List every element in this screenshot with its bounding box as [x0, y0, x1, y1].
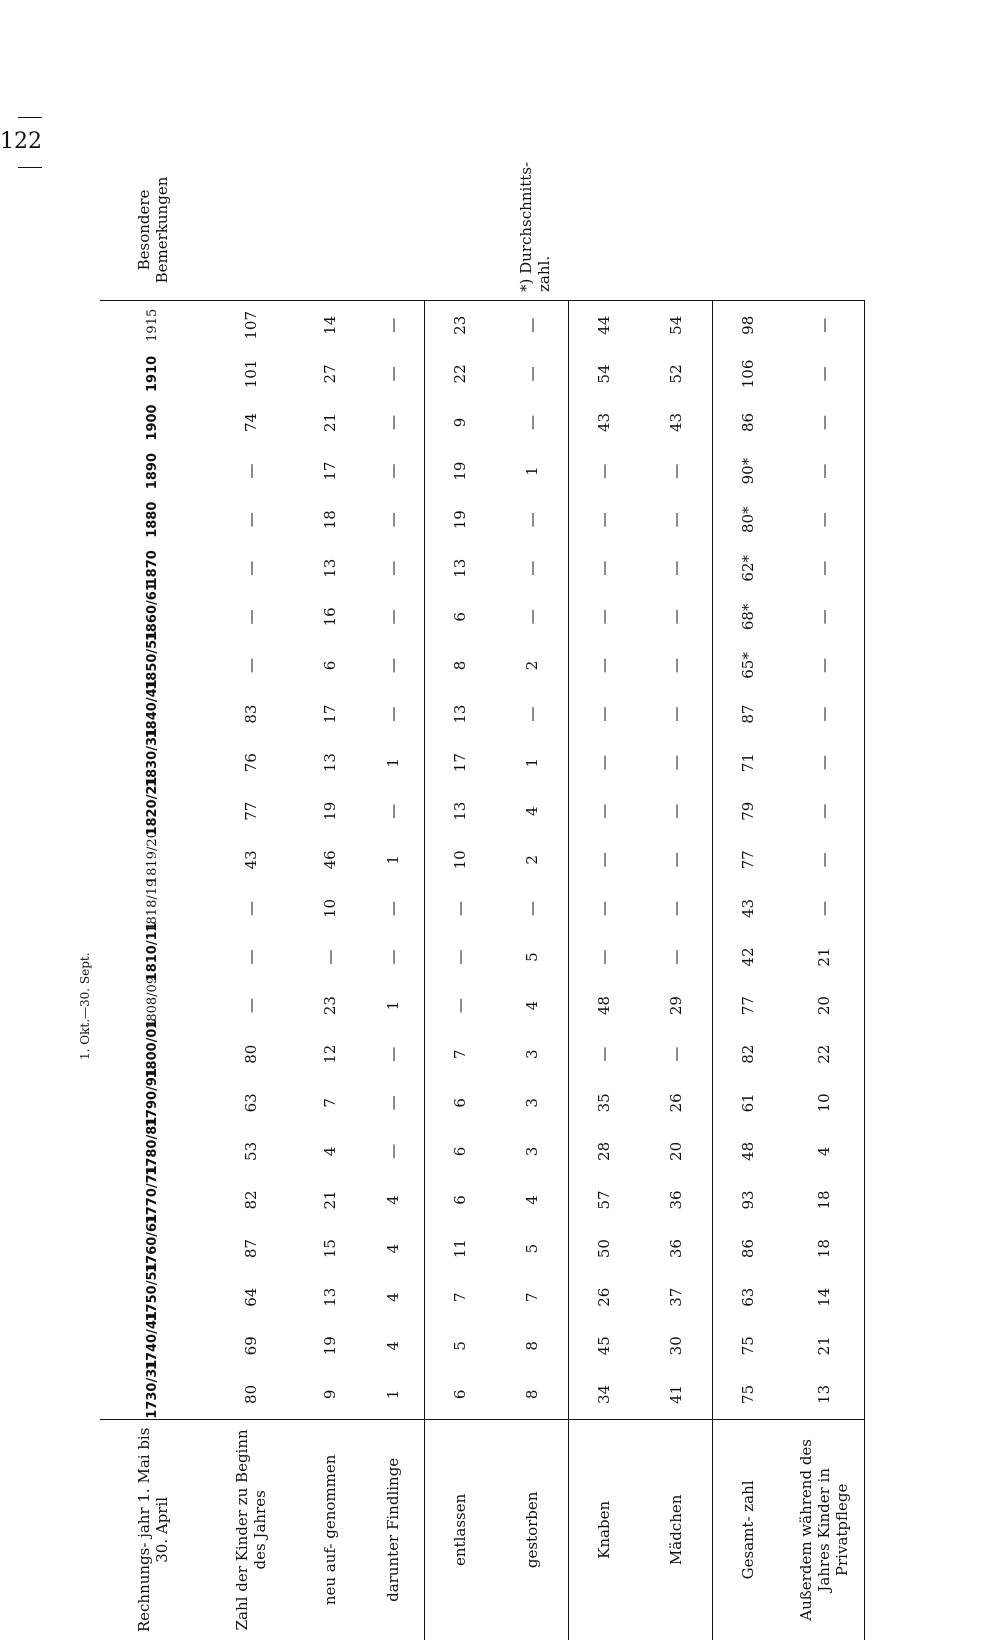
cell-priv-6: 10 [784, 1079, 864, 1128]
cell-findl-15: — [362, 641, 424, 690]
cell-ges-22: 98 [739, 315, 758, 335]
dash-right [18, 167, 42, 168]
cell-md-9: — [640, 933, 712, 982]
cell-neu-1: 19 [320, 1336, 339, 1356]
cell-entl-3: 11 [451, 1239, 470, 1259]
cell-start-10: — [242, 900, 260, 916]
cell-start-6: 63 [242, 1093, 260, 1113]
cell-entl-8: — [451, 998, 470, 1014]
cell-findl-0: 1 [362, 1370, 424, 1419]
cell-start-14: 83 [242, 704, 260, 724]
cell-findl-16: — [362, 593, 424, 642]
field-row-md [640, 160, 712, 1640]
cell-year-20: 1900 [145, 404, 160, 441]
cell-ges-6: 61 [739, 1093, 758, 1113]
cell-findl-9: — [362, 933, 424, 982]
cell-entl-19: 19 [451, 461, 470, 481]
cell-gest-5: 3 [496, 1127, 568, 1176]
cell-year-13: 1830/31 [145, 727, 160, 787]
cell-kn-21: 54 [595, 364, 614, 384]
cell-ges-5: 48 [739, 1141, 758, 1161]
cell-md-11: — [640, 836, 712, 885]
cell-ges-2: 63 [739, 1287, 758, 1307]
cell-findl-5: — [362, 1127, 424, 1176]
cell-ges-3: 86 [739, 1239, 758, 1259]
cell-priv-22: — [784, 300, 864, 349]
cell-findl-20: — [362, 398, 424, 447]
cell-year-6: 1790/91 [145, 1068, 160, 1128]
field-row-findl [362, 160, 424, 1640]
cell-ges-13: 71 [739, 753, 758, 773]
cell-ges-4: 93 [739, 1190, 758, 1210]
cell-neu-3: 15 [320, 1239, 339, 1259]
cell-year-17: 1870 [145, 550, 160, 587]
cell-priv-0: 13 [784, 1370, 864, 1419]
cell-kn-7: — [595, 1046, 614, 1062]
cell-md-1: 30 [640, 1321, 712, 1370]
cell-gest-10: — [496, 884, 568, 933]
cell-priv-12: — [784, 787, 864, 836]
dash-left [18, 117, 42, 118]
cell-neu-22: 14 [320, 315, 339, 335]
cell-gest-15: 2 [496, 641, 568, 690]
cell-kn-19: — [595, 463, 614, 479]
cell-md-5: 20 [640, 1127, 712, 1176]
cell-entl-18: 19 [451, 510, 470, 530]
cell-entl-7: 7 [451, 1049, 470, 1059]
cell-ges-12: 79 [739, 801, 758, 821]
cell-kn-16: — [595, 609, 614, 625]
cell-neu-17: 13 [320, 558, 339, 578]
cell-ges-9: 42 [739, 947, 758, 967]
cell-start-18: — [242, 512, 260, 528]
cell-md-20: 43 [640, 398, 712, 447]
cell-gest-18: — [496, 495, 568, 544]
cell-neu-7: 12 [320, 1044, 339, 1064]
cell-start-5: 53 [242, 1141, 260, 1161]
cell-entl-15: 8 [451, 660, 470, 671]
cell-year-11: 1819/20 [145, 830, 160, 885]
cell-ges-16: 68* [739, 603, 758, 631]
cell-gest-1: 8 [496, 1321, 568, 1370]
cell-gest-7: 3 [496, 1030, 568, 1079]
cell-ges-14: 87 [739, 704, 758, 724]
cell-start-15: — [242, 657, 260, 673]
field-row-priv [784, 160, 864, 1640]
cell-neu-10: 10 [320, 898, 339, 918]
cell-entl-9: — [451, 949, 470, 965]
cell-year-10: 1818/19 [145, 878, 160, 933]
cell-gest-0: 8 [496, 1370, 568, 1419]
cell-gest-3: 5 [496, 1224, 568, 1273]
cell-year-4: 1770/71 [145, 1165, 160, 1225]
cell-start-8: — [242, 998, 260, 1014]
cell-start-20: 74 [242, 412, 260, 433]
cell-kn-12: — [595, 803, 614, 819]
cell-priv-2: 14 [784, 1273, 864, 1322]
cell-neu-9: — [320, 949, 339, 965]
cell-entl-20: 9 [451, 417, 470, 428]
cell-gest-11: 2 [496, 836, 568, 885]
cell-neu-6: 7 [320, 1098, 339, 1108]
cell-year-14: 1840/41 [145, 679, 160, 739]
cell-findl-11: 1 [362, 836, 424, 885]
cell-neu-14: 17 [320, 704, 339, 724]
cell-kn-15: — [595, 657, 614, 673]
cell-md-19: — [640, 447, 712, 496]
cell-year-18: 1880 [145, 501, 160, 538]
cell-entl-17: 13 [451, 558, 470, 578]
cell-year-22: 1915 [145, 308, 160, 342]
cell-ges-15: 65* [739, 652, 758, 679]
field-row-gest [496, 160, 568, 1640]
cell-start-12: 77 [242, 801, 260, 821]
cell-start-21: 101 [242, 359, 260, 389]
cell-md-17: — [640, 544, 712, 593]
cell-kn-8: 48 [595, 996, 614, 1016]
cell-priv-1: 21 [784, 1321, 864, 1370]
cell-ges-7: 82 [739, 1044, 758, 1064]
cell-priv-17: — [784, 544, 864, 593]
field-row-neu [297, 160, 362, 1640]
header-start: Zahl der Kinder zu Beginn des Jahres [205, 1419, 297, 1640]
cell-gest-22: — [496, 300, 568, 349]
header-priv: Außerdem während des Jahres Kinder in Privatpflege [784, 1419, 864, 1640]
cell-start-19: — [242, 463, 260, 479]
cell-gest-19: 1 [496, 447, 568, 496]
cell-entl-4: 6 [451, 1195, 470, 1205]
cell-kn-6: 35 [595, 1093, 614, 1113]
cell-md-15: — [640, 641, 712, 690]
cell-findl-3: 4 [362, 1224, 424, 1273]
cell-entl-6: 6 [451, 1098, 470, 1108]
cell-priv-15: — [784, 641, 864, 690]
cell-md-6: 26 [640, 1079, 712, 1128]
cell-md-7: — [640, 1030, 712, 1079]
cell-kn-22: 44 [595, 315, 614, 335]
cell-gest-9: 5 [496, 933, 568, 982]
cell-priv-20: — [784, 398, 864, 447]
cell-md-13: — [640, 738, 712, 787]
cell-neu-18: 18 [320, 510, 339, 530]
cell-kn-20: 43 [595, 412, 614, 433]
cell-entl-1: 5 [451, 1341, 470, 1351]
cell-ges-18: 80* [739, 506, 758, 533]
field-row-start [205, 160, 297, 1640]
cell-ges-10: 43 [739, 898, 758, 918]
cell-start-22: 107 [242, 310, 260, 340]
cell-priv-3: 18 [784, 1224, 864, 1273]
cell-start-1: 69 [242, 1336, 260, 1356]
cell-findl-21: — [362, 350, 424, 399]
cell-year-0: 1730/31 [145, 1359, 160, 1419]
cell-year-5: 1780/81 [145, 1116, 160, 1176]
cell-priv-4: 18 [784, 1176, 864, 1225]
cell-findl-12: — [362, 787, 424, 836]
cell-neu-8: 23 [320, 996, 339, 1016]
cell-kn-18: — [595, 512, 614, 528]
cell-neu-16: 16 [320, 607, 339, 627]
cell-start-13: 76 [242, 753, 260, 773]
cell-gest-20: — [496, 398, 568, 447]
cell-start-7: 80 [242, 1044, 260, 1064]
cell-md-18: — [640, 495, 712, 544]
cell-md-14: — [640, 690, 712, 739]
cell-neu-13: 13 [320, 753, 339, 773]
cell-md-2: 37 [640, 1273, 712, 1322]
cell-neu-12: 19 [320, 801, 339, 821]
cell-gest-16: — [496, 593, 568, 642]
cell-md-0: 41 [640, 1370, 712, 1419]
cell-year-15: 1850/51 [145, 630, 160, 690]
cell-year-21: 1910 [145, 355, 160, 392]
cell-md-21: 52 [640, 350, 712, 399]
remarks-header: Besondere Bemerkungen [100, 160, 205, 300]
cell-entl-10: — [451, 900, 470, 916]
cell-priv-5: 4 [784, 1127, 864, 1176]
cell-ges-1: 75 [739, 1336, 758, 1356]
field-row-kn [568, 160, 640, 1640]
cell-findl-22: — [362, 300, 424, 349]
cell-year-19: 1890 [145, 453, 160, 490]
cell-ges-17: 62* [739, 554, 758, 582]
cell-neu-11: 46 [320, 850, 339, 870]
cell-year-1: 1740/41 [145, 1311, 160, 1371]
cell-entl-22: 23 [451, 315, 470, 335]
header-findl: darunter Findlinge [362, 1419, 424, 1640]
page-number-text: 122 [0, 129, 42, 154]
cell-kn-5: 28 [595, 1141, 614, 1161]
header-year: Rechnungs- jahr 1. Mai bis 30. April [100, 1419, 205, 1640]
cell-priv-18: — [784, 495, 864, 544]
cell-kn-3: 50 [595, 1239, 614, 1259]
cell-findl-7: — [362, 1030, 424, 1079]
cell-start-16: — [242, 609, 260, 625]
cell-gest-21: — [496, 350, 568, 399]
cell-start-2: 64 [242, 1287, 260, 1307]
cell-gest-4: 4 [496, 1176, 568, 1225]
field-row-entl [424, 160, 496, 1640]
cell-neu-19: 17 [320, 461, 339, 481]
cell-findl-8: 1 [362, 981, 424, 1030]
header-kn: Knaben [568, 1419, 640, 1640]
cell-findl-6: — [362, 1079, 424, 1128]
cell-entl-0: 6 [451, 1389, 470, 1400]
cell-kn-0: 34 [595, 1384, 614, 1404]
cell-gest-12: 4 [496, 787, 568, 836]
cell-entl-16: 6 [451, 612, 470, 622]
cell-entl-12: 13 [451, 801, 470, 821]
cell-findl-4: 4 [362, 1176, 424, 1225]
cell-priv-14: — [784, 690, 864, 739]
cell-neu-4: 21 [320, 1190, 339, 1210]
cell-findl-13: 1 [362, 738, 424, 787]
field-row-year [100, 160, 205, 1640]
cell-findl-2: 4 [362, 1273, 424, 1322]
cell-priv-16: — [784, 593, 864, 642]
cell-priv-11: — [784, 836, 864, 885]
cell-findl-1: 4 [362, 1321, 424, 1370]
cell-kn-11: — [595, 852, 614, 868]
cell-findl-14: — [362, 690, 424, 739]
cell-kn-14: — [595, 706, 614, 722]
header-entl: entlassen [424, 1419, 496, 1640]
cell-neu-15: 6 [320, 660, 339, 671]
cell-findl-17: — [362, 544, 424, 593]
cell-start-0: 80 [242, 1384, 260, 1404]
cell-kn-17: — [595, 560, 614, 576]
header-neu: neu auf- genommen [297, 1419, 362, 1640]
cell-neu-20: 21 [320, 412, 339, 433]
cell-entl-2: 7 [451, 1292, 470, 1302]
cell-priv-8: 20 [784, 981, 864, 1030]
cell-gest-14: — [496, 690, 568, 739]
cell-year-3: 1760/61 [145, 1213, 160, 1273]
cell-neu-5: 4 [320, 1146, 339, 1157]
cell-ges-11: 77 [739, 850, 758, 870]
cell-gest-17: — [496, 544, 568, 593]
orphanage-statistics-table [100, 160, 865, 1640]
cell-md-12: — [640, 787, 712, 836]
cell-year-16: 1860/61 [145, 582, 160, 642]
cell-year-2: 1750/51 [145, 1262, 160, 1322]
cell-md-8: 29 [640, 981, 712, 1030]
cell-year-8: 1808/09 [145, 975, 160, 1030]
cell-priv-19: — [784, 447, 864, 496]
cell-priv-9: 21 [784, 933, 864, 982]
cell-neu-0: 9 [320, 1389, 339, 1400]
cell-priv-7: 22 [784, 1030, 864, 1079]
cell-gest-8: 4 [496, 981, 568, 1030]
cell-neu-2: 13 [320, 1287, 339, 1307]
cell-entl-14: 13 [451, 704, 470, 724]
cell-kn-2: 26 [595, 1287, 614, 1307]
cell-kn-9: — [595, 949, 614, 965]
cell-md-3: 36 [640, 1224, 712, 1273]
cell-entl-11: 10 [451, 850, 470, 870]
cell-ges-0: 75 [739, 1384, 758, 1404]
remarks-note: *) Durchschnitts-zahl. [205, 160, 864, 300]
cell-md-22: 54 [640, 300, 712, 349]
cell-entl-21: 22 [451, 364, 470, 384]
cell-ges-8: 77 [739, 996, 758, 1016]
cell-priv-10: — [784, 884, 864, 933]
cell-ges-20: 86 [739, 412, 758, 433]
cell-findl-18: — [362, 495, 424, 544]
cell-start-3: 87 [242, 1239, 260, 1259]
cell-md-4: 36 [640, 1176, 712, 1225]
rotated-statistics-table [78, 160, 880, 1640]
cell-kn-13: — [595, 755, 614, 771]
special-period-label: 1. Okt.—30. Sept. [78, 952, 92, 1060]
cell-findl-19: — [362, 447, 424, 496]
cell-year-9: 1810/11 [145, 922, 160, 982]
cell-start-17: — [242, 560, 260, 576]
cell-neu-21: 27 [320, 364, 339, 384]
cell-ges-21: 106 [739, 359, 758, 389]
header-ges: Gesamt- zahl [712, 1419, 784, 1640]
header-gest: gestorben [496, 1419, 568, 1640]
cell-ges-19: 90* [739, 457, 758, 485]
cell-start-11: 43 [242, 850, 260, 870]
cell-year-7: 1800/01 [145, 1019, 160, 1079]
cell-priv-21: — [784, 350, 864, 399]
cell-year-12: 1820/21 [145, 776, 160, 836]
cell-kn-10: — [595, 900, 614, 916]
cell-kn-4: 57 [595, 1190, 614, 1210]
cell-start-4: 82 [242, 1190, 260, 1210]
cell-priv-13: — [784, 738, 864, 787]
cell-kn-1: 45 [595, 1336, 614, 1356]
cell-start-9: — [242, 949, 260, 965]
cell-gest-6: 3 [496, 1079, 568, 1128]
cell-findl-10: — [362, 884, 424, 933]
cell-gest-13: 1 [496, 738, 568, 787]
cell-gest-2: 7 [496, 1273, 568, 1322]
cell-entl-5: 6 [451, 1146, 470, 1157]
cell-md-16: — [640, 593, 712, 642]
field-row-ges [712, 160, 784, 1640]
cell-md-10: — [640, 884, 712, 933]
header-md: Mädchen [640, 1419, 712, 1640]
cell-entl-13: 17 [451, 753, 470, 773]
